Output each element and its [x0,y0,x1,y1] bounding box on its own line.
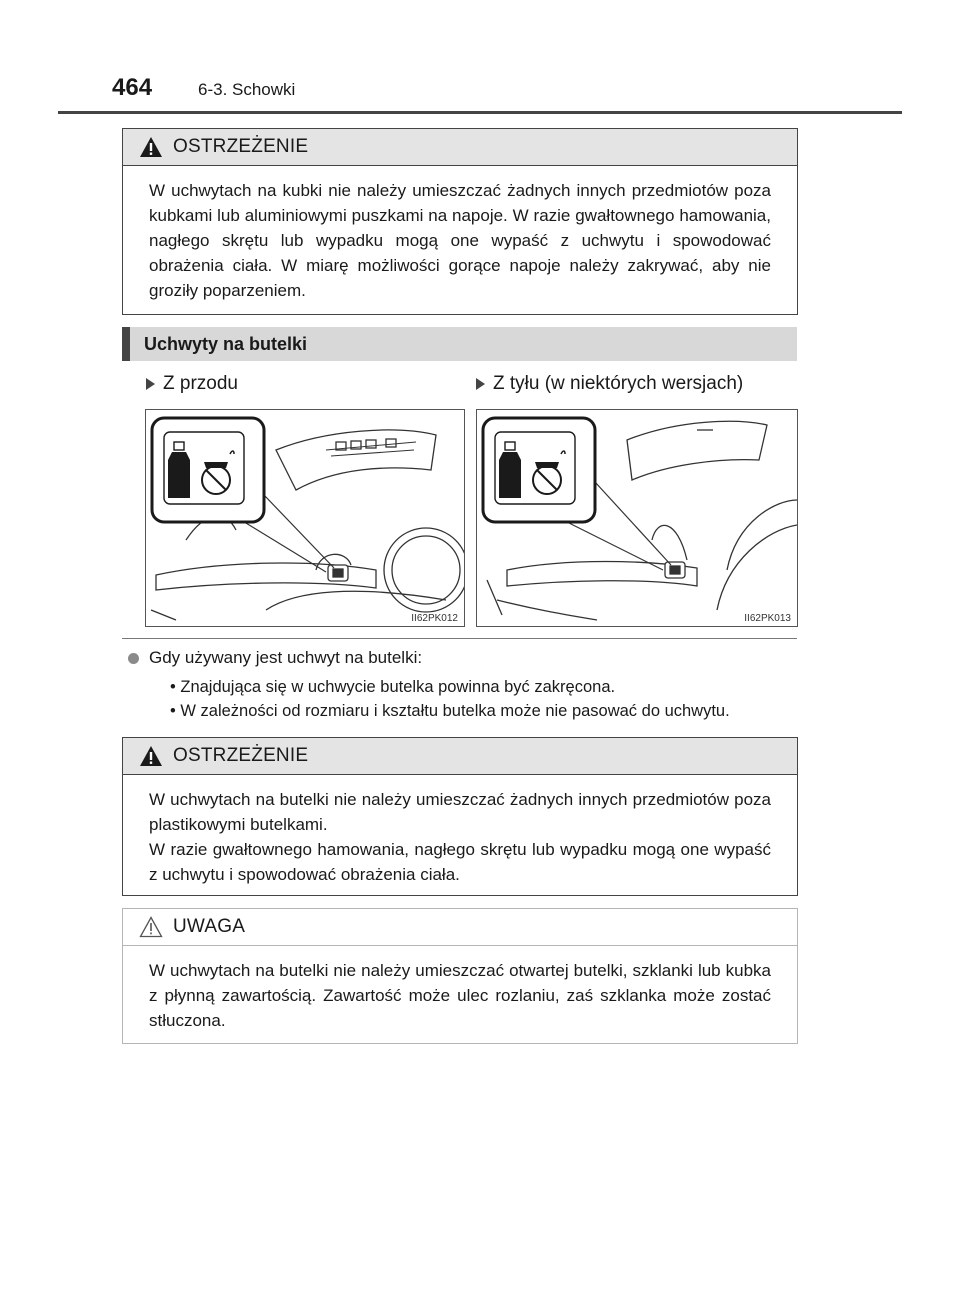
warning-box-bottle-holders [122,737,798,896]
header-rule [58,111,902,114]
caution-triangle-icon [139,916,163,938]
warning-paragraph: W razie gwałtownego hamowania, nagłego skrętu lub wypadku mogą one wypaść z uchwytu i spowodować obrażenia ciała. [149,840,771,884]
figure-label-front-text: Z przodu [163,373,238,394]
note-item: • Znajdująca się w uchwycie butelka powinna być zakręcona. [170,678,616,696]
warning-triangle-icon [139,136,163,158]
caution-body [123,946,797,1033]
figure-code-front: II62PK012 [411,613,458,624]
warning-triangle-icon [139,745,163,767]
figure-rear-door [476,409,798,627]
page-number: 464 [112,74,153,101]
triangle-right-icon [146,378,155,390]
figure-label-front [146,373,238,395]
note-item: • W zależności od rozmiaru i kształtu butelka może nie pasować do uchwytu. [170,702,730,720]
warning-body [123,166,797,303]
warning-title: OSTRZEŻENIE [173,745,309,766]
figure-label-rear [476,373,743,395]
caution-text: W uchwytach na butelki nie należy umieszczać otwartej butelki, szklanki lub kubka z płynną zawartością. Zawartość może ulec rozlaniu, zaś szklanka może zostać stłuczona. [149,961,771,1030]
warning-header [123,738,797,775]
section-title: 6-3. Schowki [198,80,296,99]
warning-paragraph: W uchwytach na butelki nie należy umieszczać żadnych innych przedmiotów poza plastikowymi butelkami. [149,790,771,834]
warning-text: W uchwytach na kubki nie należy umieszczać żadnych innych przedmiotów poza kubkami lub aluminiowymi puszkami na napoje. W razie gwałtownego hamowania, nagłego skrętu lub wypadku mogą one wypaść z uchwytu i spowodować obrażenia ciała. W miarę możliwości gorące napoje należy zakrywać, aby nie groziły poparzeniem. [149,181,771,300]
warning-title: OSTRZEŻENIE [173,136,309,157]
subheading-bottle-holders: Uchwyty na butelki [122,327,797,361]
note-bullet-text: Gdy używany jest uchwyt na butelki: [149,648,423,667]
note-bullet [128,648,422,668]
figure-divider [122,638,797,639]
figure-label-rear-text: Z tyłu (w niektórych wersjach) [493,373,744,394]
figure-code-rear: II62PK013 [744,613,791,624]
bullet-dot-icon [128,653,139,664]
caution-title: UWAGA [173,916,246,937]
figure-front-door [145,409,465,627]
caution-header [123,909,797,946]
caution-box [122,908,798,1044]
warning-header [123,129,797,166]
warning-box-cup-holders [122,128,798,315]
triangle-right-icon [476,378,485,390]
rear-door-illustration [477,410,797,626]
front-door-illustration [146,410,464,626]
warning-body [123,775,797,887]
